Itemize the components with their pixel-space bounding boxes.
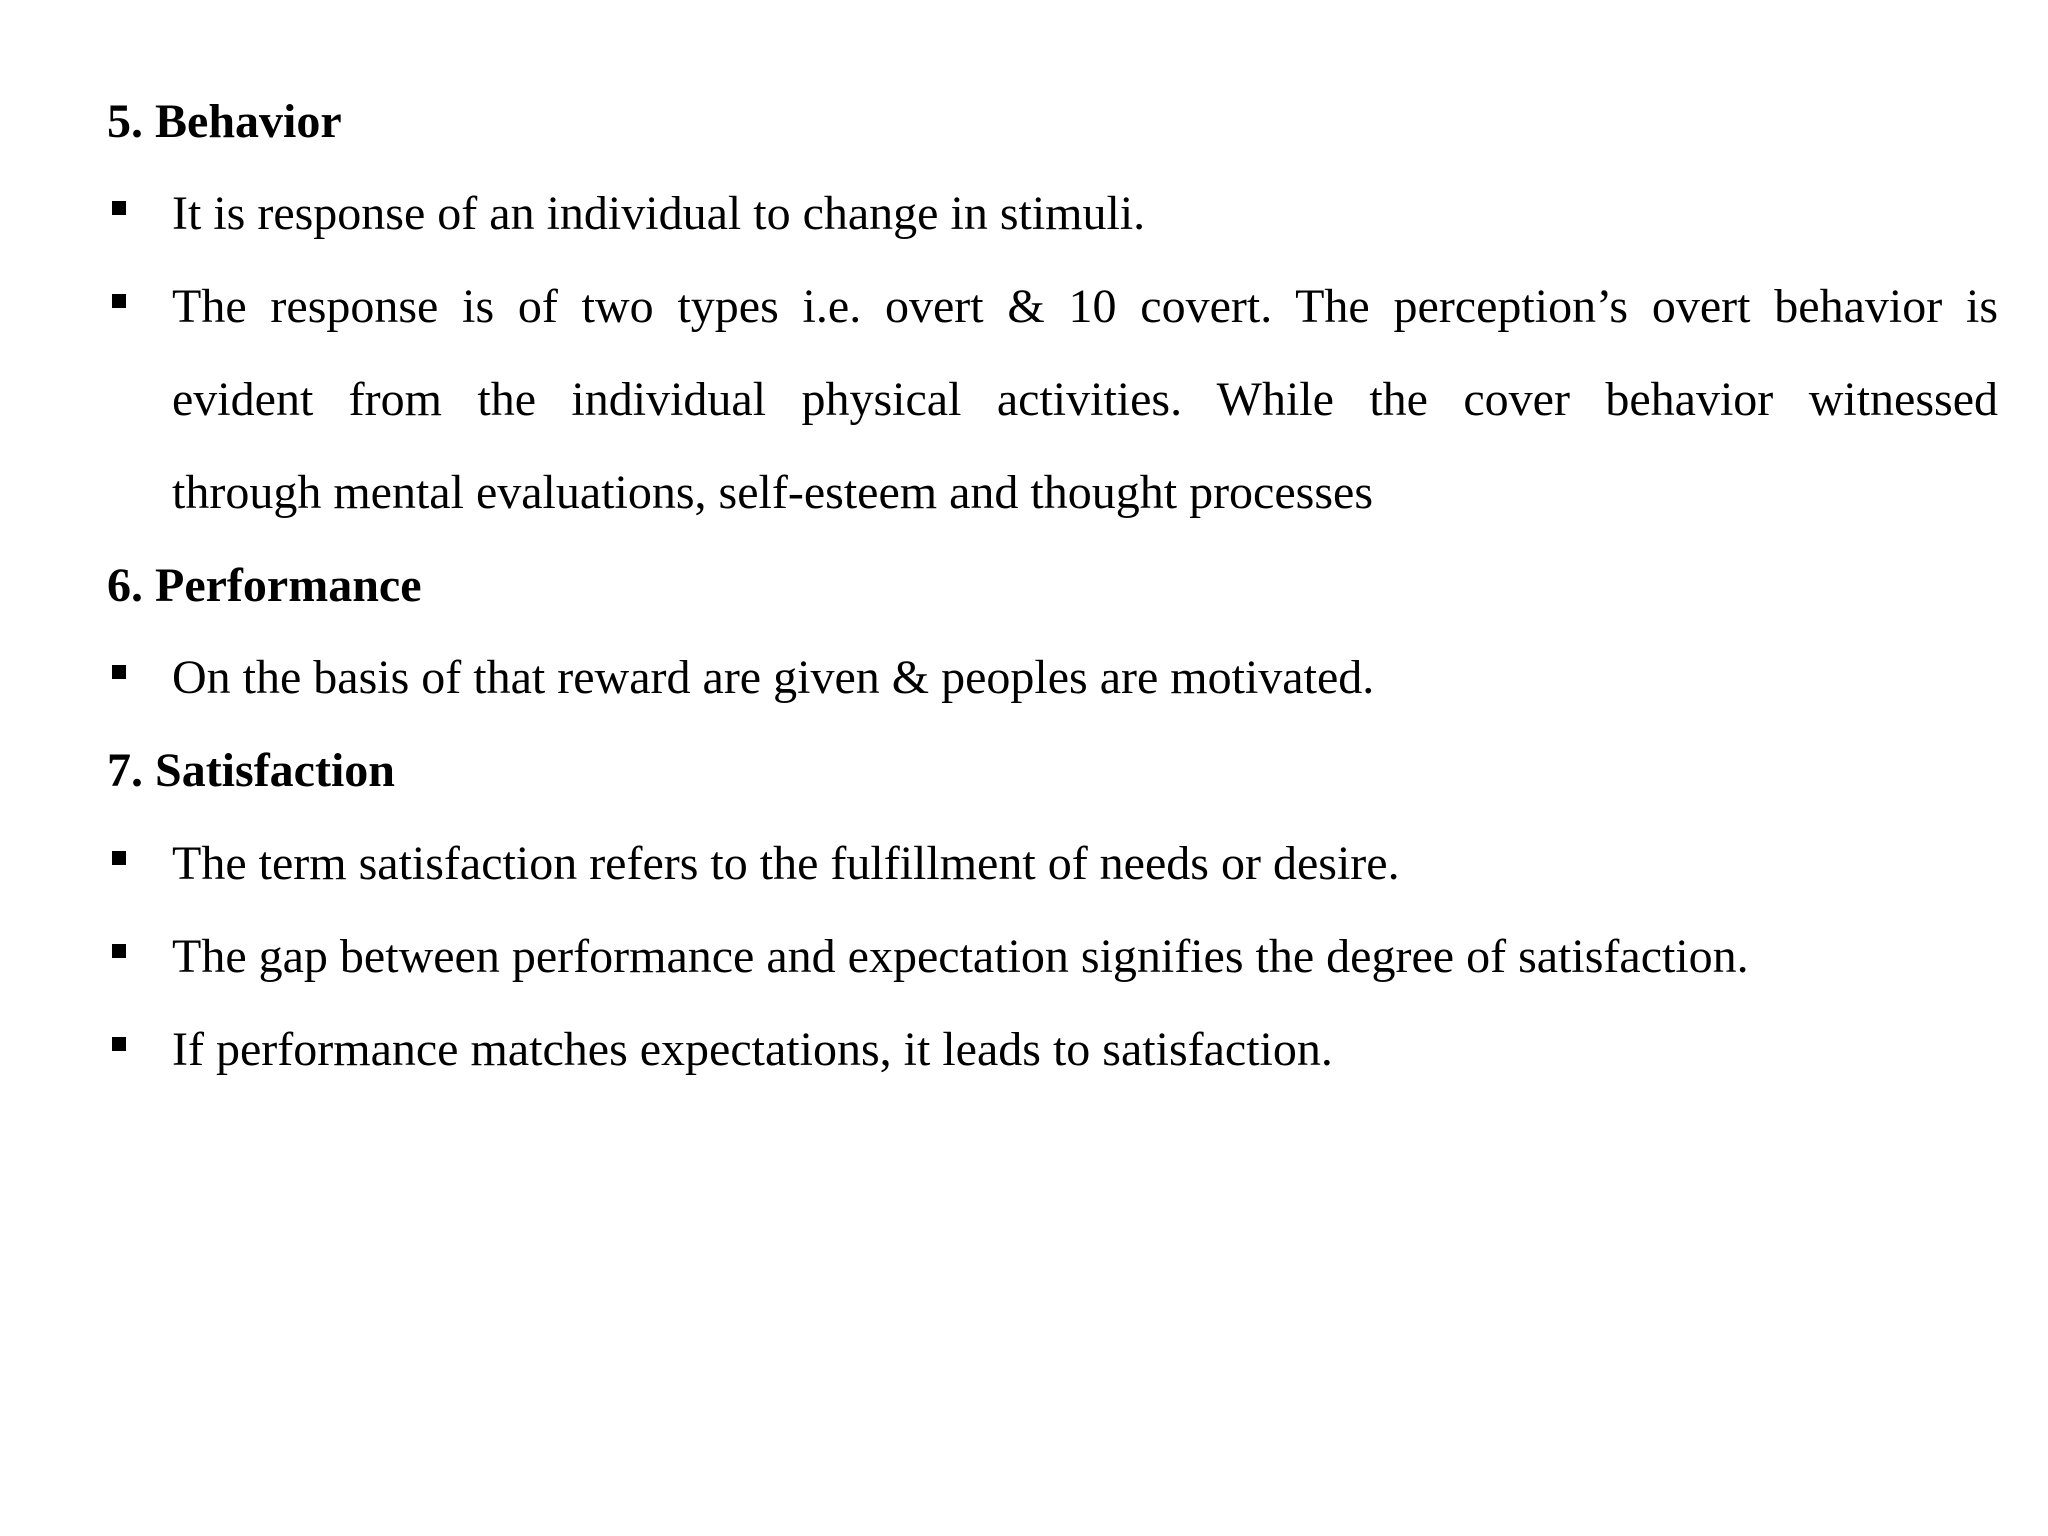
bullet-marker [112, 294, 126, 308]
bullet-text: On the basis of that reward are given & peoples are motivated. [172, 651, 1375, 704]
bullet-marker [112, 851, 126, 865]
bullet-text: The term satisfaction refers to the fulfillment of needs or desire. [172, 837, 1400, 890]
bullet-text: It is response of an individual to change in stimuli. [172, 187, 1146, 240]
bullet-marker [112, 201, 126, 215]
bullet-text-line: through mental evaluations, self-esteem and thought processes [172, 466, 1374, 519]
bullet-text-line [172, 372, 1998, 428]
bullet-text-line-content: The response is of two types i.e. overt & 10 covert. The perception’s overt behavior is [172, 280, 1998, 333]
bullet-text-line-content: evident from the individual physical activities. While the cover behavior witnessed [172, 373, 1998, 426]
bullet-marker [112, 1037, 126, 1051]
bullet-marker [112, 665, 126, 679]
section-heading-behavior: 5. Behavior [107, 95, 342, 148]
bullet-text: If performance matches expectations, it leads to satisfaction. [172, 1023, 1333, 1076]
section-heading-satisfaction: 7. Satisfaction [107, 744, 395, 797]
bullet-marker [112, 944, 126, 958]
bullet-text: The gap between performance and expectation signifies the degree of satisfaction. [172, 930, 1749, 983]
bullet-text-line [172, 279, 1998, 335]
section-heading-performance: 6. Performance [107, 559, 422, 612]
